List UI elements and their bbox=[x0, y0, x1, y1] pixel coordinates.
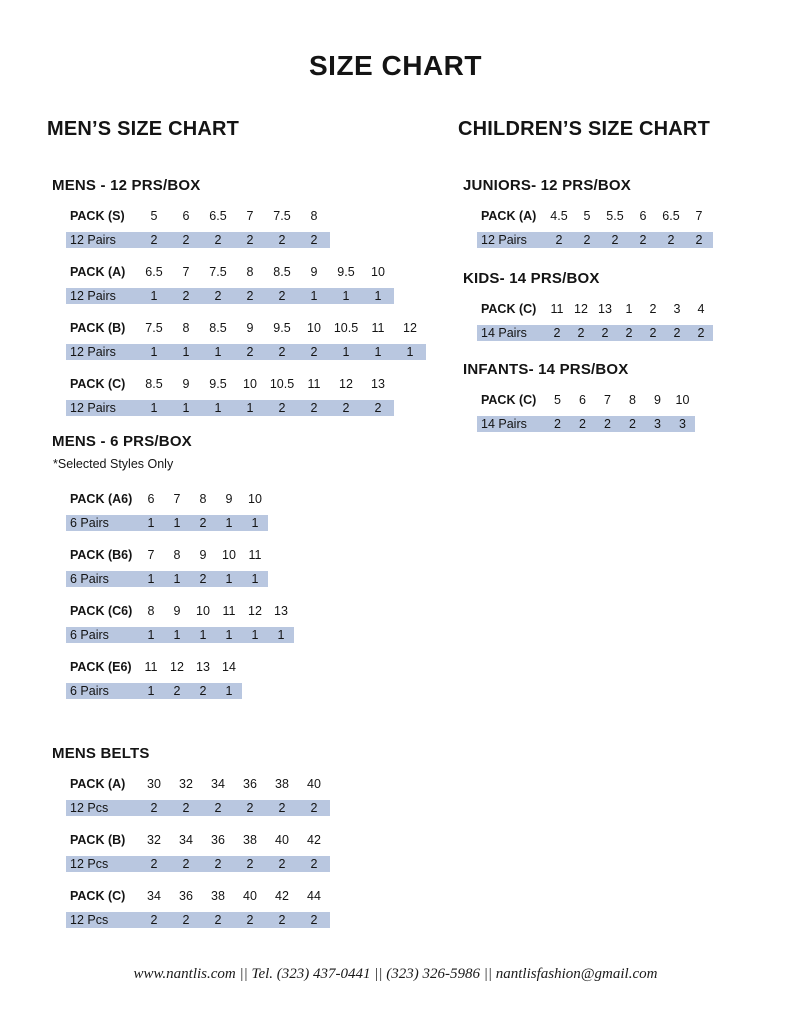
qty-label: 12 Pairs bbox=[70, 345, 116, 359]
qty-label: 12 Pairs bbox=[70, 401, 116, 415]
mens-size-chart-column bbox=[47, 118, 452, 945]
qty-cell: 1 bbox=[251, 628, 259, 642]
qty-cell: 2 bbox=[629, 417, 636, 431]
size-cell: 11 bbox=[222, 604, 236, 618]
size-cell: 12 bbox=[248, 604, 262, 618]
qty-cell: 2 bbox=[278, 233, 286, 247]
qty-cell: 1 bbox=[150, 401, 158, 415]
size-cell: 36 bbox=[243, 777, 257, 791]
size-cell: 7.5 bbox=[209, 265, 227, 279]
pack-table bbox=[66, 265, 452, 305]
size-cell: 8 bbox=[310, 209, 318, 223]
qty-cell: 2 bbox=[214, 913, 222, 927]
size-cell: 9 bbox=[199, 548, 207, 562]
size-cell: 34 bbox=[211, 777, 225, 791]
size-row bbox=[477, 302, 791, 317]
pack-table bbox=[477, 302, 791, 342]
size-row bbox=[66, 321, 452, 336]
section-note: *Selected Styles Only bbox=[53, 457, 174, 471]
qty-label: 6 Pairs bbox=[70, 572, 109, 586]
qty-cell: 2 bbox=[342, 401, 350, 415]
qty-cell: 2 bbox=[625, 326, 633, 340]
qty-cell: 2 bbox=[310, 913, 318, 927]
childrens-size-chart-column bbox=[458, 118, 791, 449]
size-cell: 9.5 bbox=[273, 321, 291, 335]
size-row bbox=[66, 833, 452, 848]
qty-cell: 2 bbox=[555, 233, 563, 247]
pack-label: PACK (S) bbox=[70, 209, 125, 223]
size-row bbox=[66, 889, 452, 904]
qty-label: 12 Pairs bbox=[70, 233, 116, 247]
qty-cell: 2 bbox=[182, 913, 190, 927]
size-cell: 5 bbox=[554, 393, 561, 407]
size-cell: 7 bbox=[147, 548, 155, 562]
size-row bbox=[66, 777, 452, 792]
mens-sections bbox=[47, 177, 452, 929]
pack-table bbox=[66, 548, 452, 588]
qty-cell: 2 bbox=[182, 233, 190, 247]
qty-cell: 1 bbox=[251, 572, 259, 586]
size-cell: 8 bbox=[629, 393, 636, 407]
qty-label: 12 Pcs bbox=[70, 857, 109, 871]
size-cell: 12 bbox=[170, 660, 184, 674]
qty-cell: 2 bbox=[310, 857, 318, 871]
size-row bbox=[66, 492, 452, 507]
pack-table bbox=[66, 377, 452, 417]
size-cell: 8 bbox=[173, 548, 181, 562]
qty-row bbox=[477, 416, 695, 432]
pack-label: PACK (A) bbox=[70, 265, 126, 279]
section bbox=[47, 433, 452, 700]
qty-cell: 2 bbox=[278, 857, 286, 871]
qty-cell: 1 bbox=[214, 401, 222, 415]
size-row bbox=[66, 377, 452, 392]
qty-cell: 2 bbox=[697, 326, 705, 340]
qty-label: 14 Pairs bbox=[481, 417, 527, 431]
pack-label: PACK (C) bbox=[481, 302, 537, 316]
section-heading: MENS BELTS bbox=[52, 745, 150, 762]
qty-cell: 2 bbox=[604, 417, 611, 431]
qty-cell: 1 bbox=[150, 289, 158, 303]
size-cell: 6 bbox=[147, 492, 155, 506]
size-cell: 13 bbox=[274, 604, 288, 618]
size-cell: 5.5 bbox=[606, 209, 624, 223]
section bbox=[47, 745, 452, 929]
size-cell: 6 bbox=[579, 393, 586, 407]
qty-cell: 2 bbox=[150, 857, 158, 871]
size-cell: 42 bbox=[307, 833, 321, 847]
pack-label: PACK (C6) bbox=[70, 604, 133, 618]
size-cell: 5 bbox=[583, 209, 591, 223]
section bbox=[47, 177, 452, 417]
qty-cell: 2 bbox=[310, 401, 318, 415]
size-cell: 7 bbox=[604, 393, 611, 407]
qty-cell: 1 bbox=[182, 345, 190, 359]
size-row bbox=[66, 548, 452, 563]
size-cell: 8.5 bbox=[209, 321, 227, 335]
qty-cell: 2 bbox=[667, 233, 675, 247]
qty-cell: 2 bbox=[199, 516, 207, 530]
size-cell: 6 bbox=[639, 209, 647, 223]
size-cell: 9 bbox=[173, 604, 181, 618]
qty-cell: 2 bbox=[611, 233, 619, 247]
size-cell: 10 bbox=[222, 548, 236, 562]
qty-cell: 1 bbox=[214, 345, 222, 359]
size-row bbox=[66, 604, 452, 619]
qty-cell: 2 bbox=[673, 326, 681, 340]
qty-cell: 1 bbox=[374, 345, 382, 359]
size-cell: 7.5 bbox=[273, 209, 291, 223]
qty-cell: 2 bbox=[310, 345, 318, 359]
size-cell: 13 bbox=[196, 660, 210, 674]
size-cell: 8.5 bbox=[273, 265, 291, 279]
qty-cell: 2 bbox=[374, 401, 382, 415]
mens-column-title: MEN’S SIZE CHART bbox=[47, 118, 240, 140]
qty-label: 12 Pairs bbox=[70, 289, 116, 303]
size-cell: 42 bbox=[275, 889, 289, 903]
pack-label: PACK (A) bbox=[70, 777, 126, 791]
qty-row bbox=[66, 912, 330, 928]
qty-cell: 2 bbox=[310, 233, 318, 247]
qty-row bbox=[66, 571, 268, 587]
qty-cell: 1 bbox=[310, 289, 318, 303]
qty-cell: 1 bbox=[277, 628, 285, 642]
qty-cell: 2 bbox=[278, 289, 286, 303]
pack-table bbox=[66, 660, 452, 700]
qty-cell: 2 bbox=[554, 417, 561, 431]
size-cell: 3 bbox=[673, 302, 681, 316]
size-cell: 34 bbox=[147, 889, 161, 903]
qty-cell: 2 bbox=[553, 326, 561, 340]
pack-table bbox=[66, 209, 452, 249]
size-cell: 9 bbox=[225, 492, 233, 506]
size-cell: 7 bbox=[173, 492, 181, 506]
size-cell: 38 bbox=[243, 833, 257, 847]
qty-cell: 2 bbox=[150, 913, 158, 927]
size-cell: 11 bbox=[550, 302, 564, 316]
size-cell: 6.5 bbox=[145, 265, 163, 279]
footer-contact-info: www.nantlis.com || Tel. (323) 437-0441 || (323) 326-5986 || nantlisfashion@gmail.com bbox=[133, 966, 658, 982]
qty-cell: 2 bbox=[649, 326, 657, 340]
qty-cell: 2 bbox=[199, 572, 207, 586]
qty-row bbox=[66, 288, 394, 304]
size-row bbox=[66, 209, 452, 224]
qty-cell: 2 bbox=[278, 913, 286, 927]
qty-cell: 2 bbox=[173, 684, 181, 698]
pack-table bbox=[66, 321, 452, 361]
size-cell: 10.5 bbox=[269, 377, 295, 391]
qty-row bbox=[477, 325, 713, 341]
qty-cell: 2 bbox=[583, 233, 591, 247]
size-cell: 11 bbox=[371, 321, 385, 335]
qty-label: 6 Pairs bbox=[70, 684, 109, 698]
qty-cell: 3 bbox=[679, 417, 686, 431]
section-heading: KIDS- 14 PRS/BOX bbox=[463, 270, 600, 287]
qty-cell: 1 bbox=[342, 289, 350, 303]
qty-cell: 2 bbox=[214, 289, 222, 303]
qty-cell: 2 bbox=[246, 233, 254, 247]
qty-cell: 1 bbox=[147, 684, 155, 698]
size-cell: 40 bbox=[275, 833, 289, 847]
qty-cell: 2 bbox=[601, 326, 609, 340]
size-cell: 4.5 bbox=[550, 209, 568, 223]
size-cell: 32 bbox=[147, 833, 161, 847]
size-cell: 10 bbox=[196, 604, 210, 618]
size-cell: 32 bbox=[179, 777, 193, 791]
qty-label: 12 Pairs bbox=[481, 233, 527, 247]
size-cell: 13 bbox=[598, 302, 612, 316]
childrens-column-title: CHILDREN’S SIZE CHART bbox=[458, 118, 710, 140]
size-cell: 9.5 bbox=[209, 377, 227, 391]
qty-cell: 2 bbox=[246, 289, 254, 303]
pack-label: PACK (C) bbox=[481, 393, 537, 407]
qty-cell: 2 bbox=[246, 913, 254, 927]
size-cell: 6 bbox=[182, 209, 190, 223]
size-cell: 10.5 bbox=[333, 321, 359, 335]
qty-cell: 1 bbox=[342, 345, 350, 359]
size-cell: 2 bbox=[649, 302, 657, 316]
qty-label: 12 Pcs bbox=[70, 913, 109, 927]
pack-table bbox=[66, 492, 452, 532]
qty-row bbox=[66, 344, 426, 360]
section-heading: MENS - 12 PRS/BOX bbox=[52, 177, 201, 194]
size-cell: 9 bbox=[246, 321, 254, 335]
qty-cell: 1 bbox=[150, 345, 158, 359]
qty-cell: 2 bbox=[579, 417, 586, 431]
qty-cell: 1 bbox=[225, 628, 233, 642]
qty-cell: 1 bbox=[173, 572, 181, 586]
size-cell: 38 bbox=[211, 889, 225, 903]
section bbox=[458, 361, 791, 433]
size-cell: 10 bbox=[371, 265, 385, 279]
pack-label: PACK (B6) bbox=[70, 548, 133, 562]
qty-cell: 2 bbox=[214, 857, 222, 871]
section-heading: INFANTS- 14 PRS/BOX bbox=[463, 361, 629, 378]
qty-cell: 2 bbox=[695, 233, 703, 247]
qty-cell: 2 bbox=[182, 289, 190, 303]
size-cell: 44 bbox=[307, 889, 321, 903]
qty-cell: 2 bbox=[278, 345, 286, 359]
qty-cell: 1 bbox=[147, 516, 155, 530]
size-cell: 10 bbox=[248, 492, 262, 506]
size-cell: 34 bbox=[179, 833, 193, 847]
size-cell: 30 bbox=[147, 777, 161, 791]
qty-cell: 1 bbox=[147, 628, 155, 642]
size-cell: 9 bbox=[654, 393, 661, 407]
size-cell: 10 bbox=[675, 393, 690, 407]
size-cell: 7 bbox=[182, 265, 190, 279]
pack-label: PACK (C) bbox=[70, 377, 126, 391]
size-cell: 9.5 bbox=[337, 265, 355, 279]
qty-cell: 2 bbox=[246, 857, 254, 871]
size-cell: 5 bbox=[150, 209, 158, 223]
section-heading: MENS - 6 PRS/BOX bbox=[52, 433, 192, 450]
size-cell: 38 bbox=[275, 777, 289, 791]
size-cell: 8 bbox=[147, 604, 155, 618]
childrens-sections bbox=[458, 177, 791, 433]
size-cell: 9 bbox=[310, 265, 318, 279]
qty-row bbox=[66, 856, 330, 872]
size-cell: 10 bbox=[243, 377, 257, 391]
qty-label: 6 Pairs bbox=[70, 628, 109, 642]
qty-row bbox=[477, 232, 713, 248]
size-cell: 14 bbox=[222, 660, 236, 674]
size-cell: 6.5 bbox=[209, 209, 227, 223]
pack-table bbox=[477, 393, 791, 433]
pack-label: PACK (A6) bbox=[70, 492, 133, 506]
size-cell: 36 bbox=[179, 889, 193, 903]
qty-cell: 1 bbox=[374, 289, 382, 303]
size-cell: 13 bbox=[371, 377, 385, 391]
section-heading: JUNIORS- 12 PRS/BOX bbox=[463, 177, 632, 194]
pack-label: PACK (B) bbox=[70, 321, 126, 335]
qty-cell: 2 bbox=[199, 684, 207, 698]
qty-row bbox=[66, 627, 294, 643]
qty-cell: 2 bbox=[278, 401, 286, 415]
size-cell: 8 bbox=[199, 492, 207, 506]
qty-row bbox=[66, 800, 330, 816]
qty-cell: 2 bbox=[246, 345, 254, 359]
qty-cell: 2 bbox=[310, 801, 318, 815]
qty-cell: 1 bbox=[406, 345, 414, 359]
pack-table bbox=[66, 777, 452, 817]
qty-row bbox=[66, 232, 330, 248]
qty-row bbox=[66, 515, 268, 531]
qty-cell: 2 bbox=[214, 801, 222, 815]
size-cell: 6.5 bbox=[662, 209, 680, 223]
pack-table bbox=[66, 889, 452, 929]
pack-table bbox=[66, 833, 452, 873]
size-cell: 1 bbox=[625, 302, 633, 316]
qty-cell: 2 bbox=[577, 326, 585, 340]
size-cell: 10 bbox=[307, 321, 321, 335]
qty-cell: 2 bbox=[246, 801, 254, 815]
qty-cell: 2 bbox=[278, 801, 286, 815]
qty-label: 14 Pairs bbox=[481, 326, 527, 340]
size-cell: 12 bbox=[574, 302, 588, 316]
pack-label: PACK (E6) bbox=[70, 660, 132, 674]
size-cell: 9 bbox=[182, 377, 190, 391]
size-cell: 8.5 bbox=[145, 377, 163, 391]
size-cell: 11 bbox=[144, 660, 158, 674]
qty-cell: 2 bbox=[150, 233, 158, 247]
qty-row bbox=[66, 683, 242, 699]
size-cell: 8 bbox=[246, 265, 254, 279]
qty-cell: 1 bbox=[147, 572, 155, 586]
size-row bbox=[66, 660, 452, 675]
pack-table bbox=[477, 209, 791, 249]
size-cell: 4 bbox=[697, 302, 705, 316]
size-cell: 7 bbox=[246, 209, 254, 223]
qty-cell: 1 bbox=[225, 516, 233, 530]
qty-cell: 1 bbox=[225, 684, 233, 698]
size-cell: 11 bbox=[307, 377, 321, 391]
pack-label: PACK (A) bbox=[481, 209, 537, 223]
qty-cell: 1 bbox=[182, 401, 190, 415]
qty-cell: 3 bbox=[654, 417, 661, 431]
qty-row bbox=[66, 400, 394, 416]
size-cell: 7 bbox=[695, 209, 703, 223]
pack-table bbox=[66, 604, 452, 644]
qty-label: 12 Pcs bbox=[70, 801, 109, 815]
qty-cell: 1 bbox=[246, 401, 254, 415]
qty-cell: 1 bbox=[173, 628, 181, 642]
qty-cell: 2 bbox=[182, 801, 190, 815]
qty-cell: 2 bbox=[214, 233, 222, 247]
page-title: SIZE CHART bbox=[309, 50, 482, 81]
section bbox=[458, 177, 791, 249]
qty-cell: 2 bbox=[182, 857, 190, 871]
qty-cell: 2 bbox=[150, 801, 158, 815]
section bbox=[458, 270, 791, 342]
qty-cell: 1 bbox=[251, 516, 259, 530]
qty-cell: 1 bbox=[173, 516, 181, 530]
size-row bbox=[477, 393, 791, 408]
size-row bbox=[477, 209, 791, 224]
size-cell: 40 bbox=[307, 777, 321, 791]
pack-label: PACK (B) bbox=[70, 833, 126, 847]
size-cell: 36 bbox=[211, 833, 225, 847]
size-cell: 8 bbox=[182, 321, 190, 335]
qty-label: 6 Pairs bbox=[70, 516, 109, 530]
size-cell: 12 bbox=[403, 321, 417, 335]
pack-label: PACK (C) bbox=[70, 889, 126, 903]
size-cell: 40 bbox=[243, 889, 257, 903]
size-cell: 11 bbox=[248, 548, 262, 562]
size-cell: 7.5 bbox=[145, 321, 163, 335]
qty-cell: 2 bbox=[639, 233, 647, 247]
qty-cell: 1 bbox=[199, 628, 207, 642]
size-row bbox=[66, 265, 452, 280]
size-cell: 12 bbox=[339, 377, 353, 391]
qty-cell: 1 bbox=[225, 572, 233, 586]
